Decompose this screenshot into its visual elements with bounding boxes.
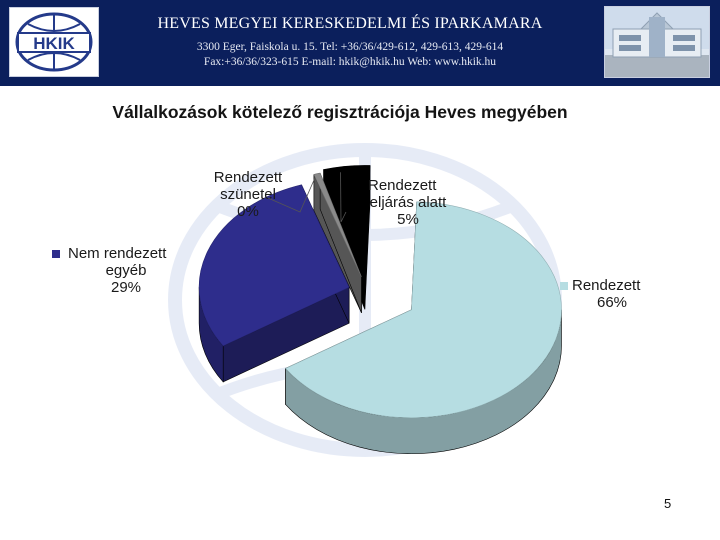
logo-text: HKIK — [33, 34, 75, 53]
slice-label-3-line-1: Rendezett — [213, 169, 283, 186]
label-marker-1 — [560, 282, 568, 290]
address-line: 3300 Eger, Faiskola u. 15. Tel: +36/36/429-612, 429-613, 429-614 — [196, 41, 504, 53]
chamber-title: HEVES MEGYEI KERESKEDELMI ÉS IPARKAMARA — [157, 15, 543, 32]
slice-label-2-line-3: 29% — [110, 279, 142, 296]
slice-label-4-line-2: eljárás alatt — [369, 194, 447, 211]
slice-label-1-line-2: 66% — [596, 294, 628, 311]
slice-label-3-line-2: szünetel — [220, 186, 276, 203]
slice-label-4-line-3: 5% — [397, 211, 419, 228]
slice-label-3-line-3: 0% — [237, 203, 259, 220]
slice-label-2-line-1: Nem rendezett — [68, 245, 167, 262]
label-marker-4 — [350, 181, 358, 189]
contact-line: Fax:+36/36/323-615 E-mail: hkik@hkik.hu Web: www.hkik.hu — [203, 56, 497, 68]
slice-label-1-line-1: Rendezett — [572, 277, 641, 294]
slice-label-2-line-2: egyéb — [105, 262, 147, 279]
label-marker-2 — [52, 250, 60, 258]
page-number: 5 — [664, 496, 672, 511]
chart-title: Vállalkozások kötelező regisztrációja Heves megyében — [112, 102, 568, 122]
slice-label-4-line-1: Rendezett — [368, 177, 437, 194]
